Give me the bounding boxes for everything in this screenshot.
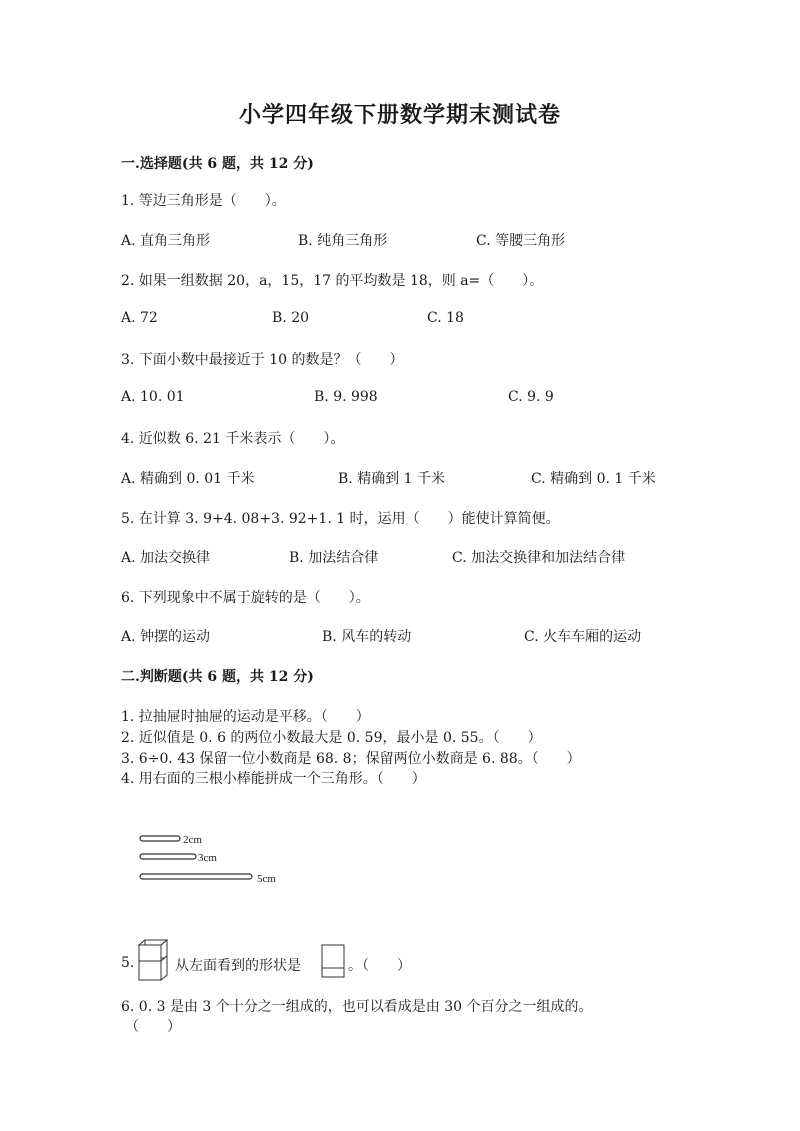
q6-option-a[interactable]: A. 钟摆的运动 (121, 629, 211, 645)
q6-option-c[interactable]: C. 火车车厢的运动 (524, 629, 642, 645)
sticks-figure (138, 830, 308, 890)
section-heading-judgement: 二.判断题(共 6 题，共 12 分) (121, 669, 314, 685)
question-6: 6. 下列现象中不属于旋转的是（ ）。 (121, 590, 370, 606)
judgement-3: 3. 6÷0. 43 保留一位小数商是 68. 8；保留两位小数商是 6. 88。（ ） (121, 751, 581, 767)
question-2: 2. 如果一组数据 20，a，15，17 的平均数是 18，则 a=（ ）。 (121, 273, 544, 289)
q5-option-a[interactable]: A. 加法交换律 (121, 550, 211, 566)
stick-3cm (140, 854, 196, 859)
judgement-1: 1. 拉抽屉时抽屉的运动是平移。（ ） (121, 709, 370, 725)
question-3: 3. 下面小数中最接近于 10 的数是？（ ） (121, 352, 404, 368)
question-4: 4. 近似数 6. 21 千米表示（ ）。 (121, 431, 345, 447)
q4-option-a[interactable]: A. 精确到 0. 01 千米 (121, 471, 255, 487)
q5-option-c[interactable]: C. 加法交换律和加法结合律 (452, 550, 626, 566)
q3-option-c[interactable]: C. 9. 9 (508, 389, 554, 405)
judgement-5-suffix: 。（ ） (348, 958, 411, 974)
judgement-5-number: 5. (121, 955, 135, 971)
stick-5cm (140, 874, 252, 879)
q2-option-a[interactable]: A. 72 (121, 310, 158, 326)
stick-label-2cm: 2cm (183, 834, 202, 846)
cube-stack-figure (137, 936, 171, 982)
q4-option-b[interactable]: B. 精确到 1 千米 (338, 471, 445, 487)
q2-option-b[interactable]: B. 20 (272, 310, 310, 326)
side-view-figure (321, 944, 345, 978)
question-5: 5. 在计算 3. 9+4. 08+3. 92+1. 1 时，运用（ ）能使计算简便。 (121, 511, 560, 527)
stick-label-3cm: 3cm (198, 852, 217, 864)
q3-option-b[interactable]: B. 9. 998 (314, 389, 378, 405)
page-title: 小学四年级下册数学期末测试卷 (238, 102, 561, 128)
question-1: 1. 等边三角形是（ ）。 (121, 193, 286, 209)
q1-option-b[interactable]: B. 纯角三角形 (298, 233, 388, 249)
judgement-2: 2. 近似值是 0. 6 的两位小数最大是 0. 59，最小是 0. 55。（ ） (121, 730, 542, 746)
stick-2cm (140, 836, 180, 841)
q5-option-b[interactable]: B. 加法结合律 (289, 550, 379, 566)
q1-option-c[interactable]: C. 等腰三角形 (476, 233, 566, 249)
section-heading-choice: 一.选择题(共 6 题，共 12 分) (121, 156, 314, 172)
judgement-6-bracket: （ ） (125, 1019, 181, 1035)
stick-label-5cm: 5cm (257, 873, 276, 885)
q3-option-a[interactable]: A. 10. 01 (121, 389, 185, 405)
judgement-4: 4. 用右面的三根小棒能拼成一个三角形。（ ） (121, 771, 426, 787)
q1-option-a[interactable]: A. 直角三角形 (121, 233, 211, 249)
judgement-6: 6. 0. 3 是由 3 个十分之一组成的，也可以看成是由 30 个百分之一组成的。 (121, 999, 593, 1015)
judgement-5-text: 从左面看到的形状是 (175, 958, 301, 974)
q4-option-c[interactable]: C. 精确到 0. 1 千米 (531, 471, 656, 487)
q6-option-b[interactable]: B. 风车的转动 (322, 629, 412, 645)
q2-option-c[interactable]: C. 18 (427, 310, 464, 326)
